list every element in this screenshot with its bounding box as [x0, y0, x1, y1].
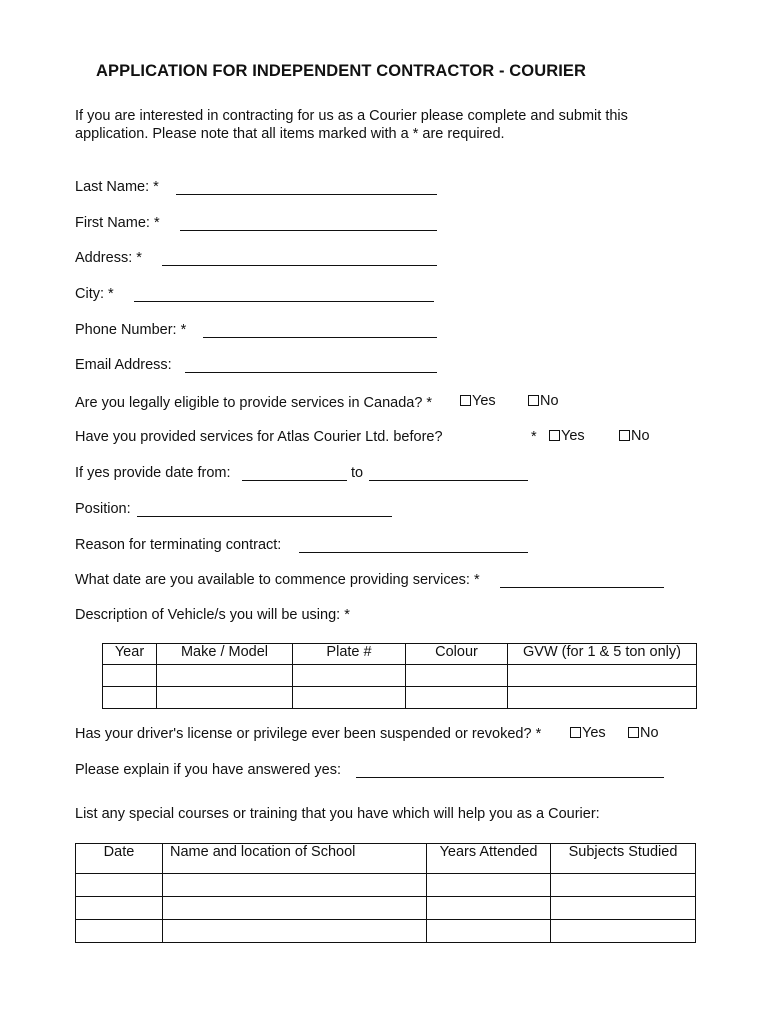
atlas-yes-option[interactable] — [549, 428, 585, 444]
vehicle-header-colour: Colour — [406, 644, 508, 665]
explain-field[interactable] — [356, 777, 664, 778]
position-field[interactable] — [137, 516, 392, 517]
courses-cell[interactable] — [427, 874, 551, 897]
vehicle-header-row — [103, 644, 697, 665]
eligible-yes-option[interactable] — [460, 393, 496, 409]
vehicle-cell[interactable] — [103, 665, 157, 687]
courses-cell[interactable] — [551, 920, 696, 943]
courses-header-date: Date — [76, 844, 163, 874]
license-yes-checkbox[interactable] — [570, 727, 581, 738]
table-row — [76, 897, 696, 920]
eligible-yes-label: Yes — [472, 393, 496, 409]
vehicle-header-gvw: GVW (for 1 & 5 ton only) — [508, 644, 697, 665]
atlas-yes-label: Yes — [561, 428, 585, 444]
eligible-no-option[interactable] — [528, 393, 559, 409]
courses-cell[interactable] — [163, 920, 427, 943]
courses-header-subjects: Subjects Studied — [551, 844, 696, 874]
email-label: Email Address: — [75, 357, 172, 373]
address-field[interactable] — [162, 265, 437, 266]
courses-cell[interactable] — [427, 920, 551, 943]
atlas-required-star: * — [531, 429, 537, 445]
courses-cell[interactable] — [163, 874, 427, 897]
vehicle-table — [102, 643, 697, 709]
vehicle-cell[interactable] — [508, 687, 697, 709]
license-no-option[interactable] — [628, 725, 659, 741]
courses-cell[interactable] — [551, 874, 696, 897]
intro-text — [75, 107, 628, 143]
city-field[interactable] — [134, 301, 434, 302]
courses-cell[interactable] — [76, 874, 163, 897]
atlas-yes-checkbox[interactable] — [549, 430, 560, 441]
intro-line-1: If you are interested in contracting for us as a Courier please complete and submit this — [75, 108, 628, 124]
phone-label: Phone Number: * — [75, 322, 187, 338]
atlas-question: Have you provided services for Atlas Courier Ltd. before? — [75, 429, 443, 445]
courses-cell[interactable] — [551, 897, 696, 920]
license-no-checkbox[interactable] — [628, 727, 639, 738]
courses-cell[interactable] — [76, 920, 163, 943]
table-row — [76, 920, 696, 943]
courses-header-row — [76, 844, 696, 874]
vehicle-cell[interactable] — [406, 687, 508, 709]
date-to-field[interactable] — [369, 480, 528, 481]
vehicle-cell[interactable] — [157, 687, 293, 709]
atlas-no-checkbox[interactable] — [619, 430, 630, 441]
date-from-field[interactable] — [242, 480, 347, 481]
eligible-no-checkbox[interactable] — [528, 395, 539, 406]
courses-header-school: Name and location of School — [163, 844, 427, 874]
city-label: City: * — [75, 286, 114, 302]
vehicle-cell[interactable] — [157, 665, 293, 687]
eligible-no-label: No — [540, 393, 559, 409]
atlas-no-label: No — [631, 428, 650, 444]
reason-label: Reason for terminating contract: — [75, 537, 282, 553]
vehicle-cell[interactable] — [293, 687, 406, 709]
reason-field[interactable] — [299, 552, 528, 553]
explain-label: Please explain if you have answered yes: — [75, 762, 341, 778]
email-field[interactable] — [185, 372, 437, 373]
eligible-yes-checkbox[interactable] — [460, 395, 471, 406]
vehicle-cell[interactable] — [293, 665, 406, 687]
vehicle-cell[interactable] — [406, 665, 508, 687]
dates-to-label: to — [351, 465, 364, 481]
vehicle-label: Description of Vehicle/s you will be using: * — [75, 607, 350, 623]
last-name-field[interactable] — [176, 194, 437, 195]
license-question: Has your driver's license or privilege ever been suspended or revoked? * — [75, 726, 542, 742]
courses-cell[interactable] — [76, 897, 163, 920]
courses-cell[interactable] — [163, 897, 427, 920]
commence-date-field[interactable] — [500, 587, 664, 588]
first-name-field[interactable] — [180, 230, 437, 231]
vehicle-cell[interactable] — [508, 665, 697, 687]
last-name-label: Last Name: * — [75, 179, 159, 195]
first-name-label: First Name: * — [75, 215, 160, 231]
eligible-question: Are you legally eligible to provide services in Canada? * — [75, 395, 433, 411]
license-no-label: No — [640, 725, 659, 741]
atlas-no-option[interactable] — [619, 428, 650, 444]
vehicle-header-make-model: Make / Model — [157, 644, 293, 665]
phone-field[interactable] — [203, 337, 437, 338]
courses-label: List any special courses or training that you have which will help you as a Courier: — [75, 806, 600, 822]
intro-line-2: application. Please note that all items marked with a * are required. — [75, 126, 505, 142]
form-title: APPLICATION FOR INDEPENDENT CONTRACTOR - COURIER — [96, 62, 587, 80]
courses-header-years: Years Attended — [427, 844, 551, 874]
courses-table — [75, 843, 696, 943]
vehicle-cell[interactable] — [103, 687, 157, 709]
table-row — [76, 874, 696, 897]
courses-cell[interactable] — [427, 897, 551, 920]
dates-label: If yes provide date from: — [75, 465, 231, 481]
license-yes-option[interactable] — [570, 725, 606, 741]
vehicle-header-plate: Plate # — [293, 644, 406, 665]
table-row — [103, 665, 697, 687]
address-label: Address: * — [75, 250, 142, 266]
position-label: Position: — [75, 501, 131, 517]
vehicle-header-year: Year — [103, 644, 157, 665]
commence-label: What date are you available to commence providing services: * — [75, 572, 480, 588]
table-row — [103, 687, 697, 709]
license-yes-label: Yes — [582, 725, 606, 741]
